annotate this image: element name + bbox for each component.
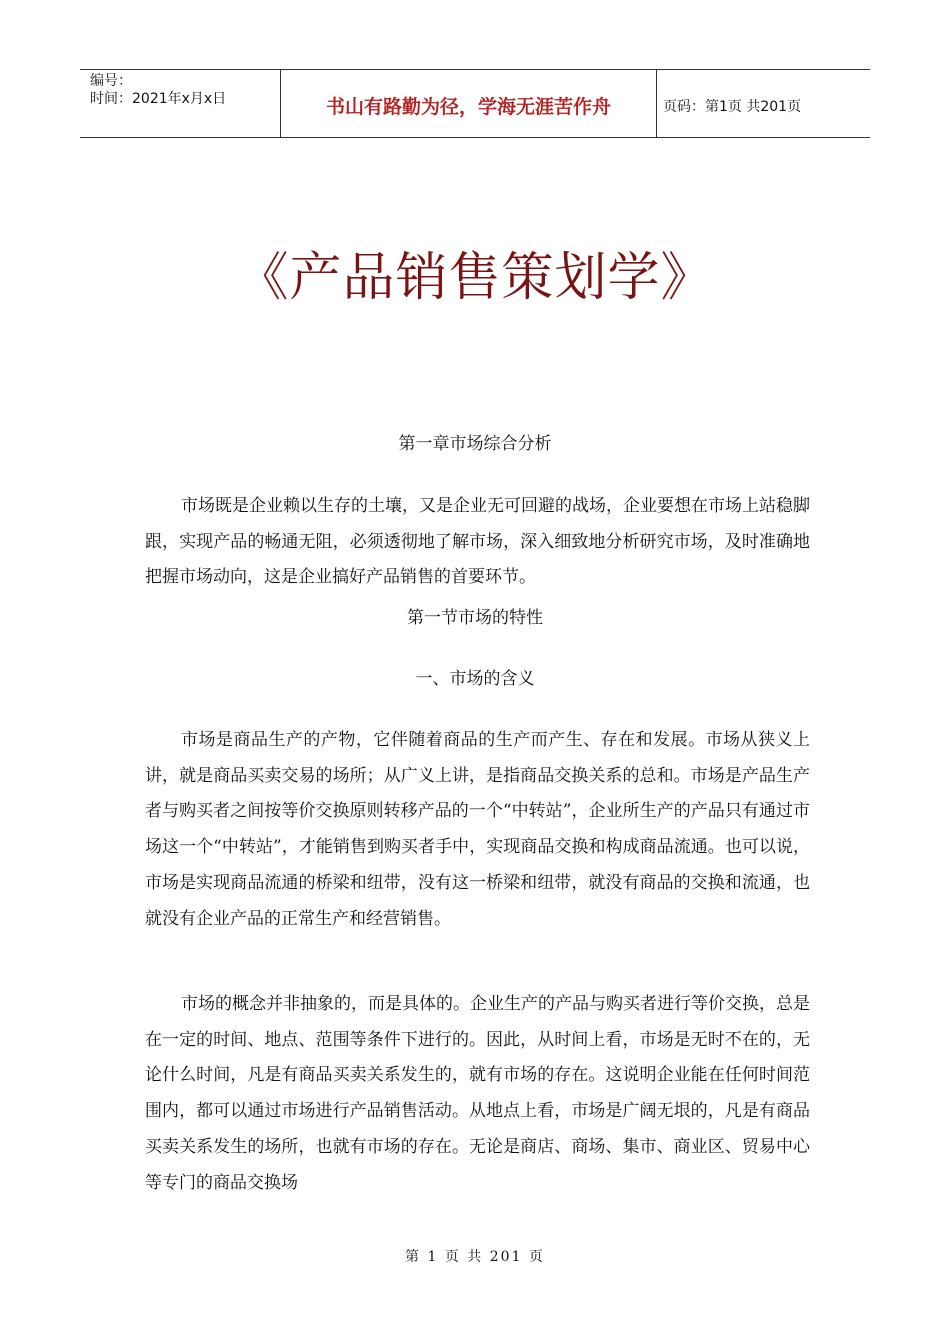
body-paragraph-1: 市场是商品生产的产物，它伴随着商品的生产而产生、存在和发展。市场从狭义上讲，就是商品买卖交易的场所；从广义上讲，是指商品交换关系的总和。市场是产品生产者与购买者之间按等价交换原则转移产品的一个“中转站”，企业所生产的产品只有通过市场这一个“中转站”，才能销售到购买者手中，实现商品交换和构成商品流通。也可以说，市场是实现商品流通的桥梁和纽带，没有这一桥梁和纽带，就没有商品的交换和流通，也就没有企业产品的正常生产和经营销售。: [145, 730, 810, 929]
header-page-info: 页码：第1页 共201页: [663, 98, 802, 115]
document-date-label: 时间：2021年x月x日: [90, 91, 227, 107]
page-footer: 第 1 页 共 201 页: [405, 1249, 545, 1265]
header-table: [80, 69, 870, 138]
header-motto: 书山有路勤为径，学海无涯苦作舟: [325, 96, 611, 118]
header-motto-cell: [281, 70, 657, 137]
header-page-cell: [657, 70, 870, 137]
document-title: 《产品销售策划学》: [236, 248, 714, 308]
section-heading: 第一节市场的特性: [407, 608, 543, 628]
chapter-heading: 第一章市场综合分析: [398, 434, 552, 454]
intro-paragraph: 市场既是企业赖以生存的土壤，又是企业无可回避的战场，企业要想在市场上站稳脚跟，实现产品的畅通无阻，必须透彻地了解市场，深入细致地分析研究市场，及时准确地把握市场动向，这是企业搞好产品销售的首要环节。: [145, 496, 810, 588]
header-info-cell: [80, 70, 281, 137]
subsection-heading: 一、市场的含义: [415, 669, 535, 689]
document-number-label: 编号：: [90, 73, 132, 89]
body-paragraph-2: 市场的概念并非抽象的，而是具体的。企业生产的产品与购买者进行等价交换，总是在一定的时间、地点、范围等条件下进行的。因此，从时间上看，市场是无时不在的，无论什么时间，凡是有商品买卖关系发生的，就有市场的存在。这说明企业能在任何时间范围内，都可以通过市场进行产品销售活动。从地点上看，市场是广阔无垠的，凡是有商品买卖关系发生的场所，也就有市场的存在。无论是商店、商场、集市、商业区、贸易中心等专门的商品交换场: [145, 994, 810, 1193]
